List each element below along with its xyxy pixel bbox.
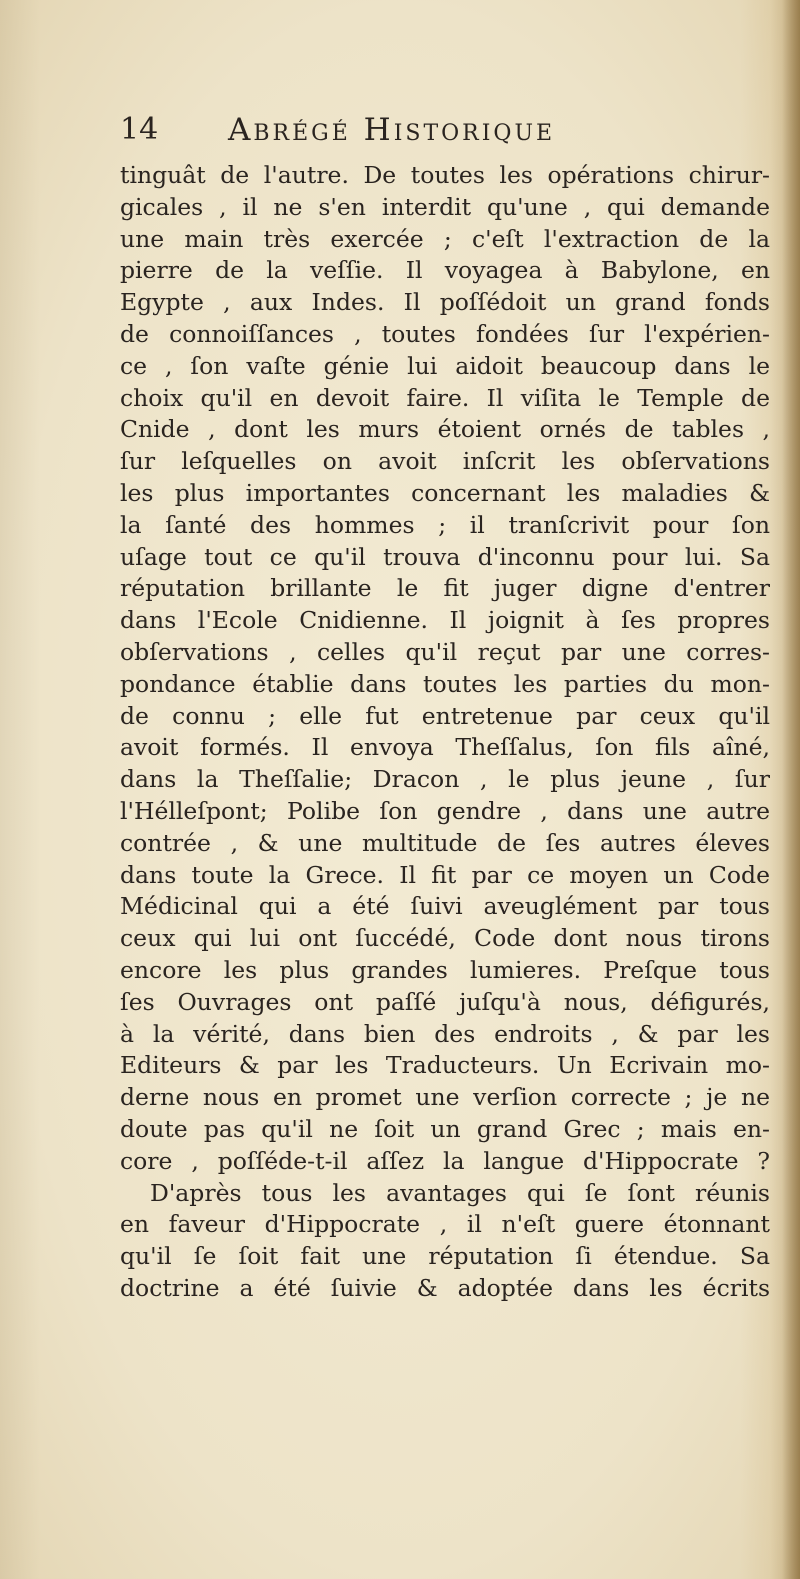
text-line: Médicinal qui a été ſuivi aveuglément par tous — [120, 892, 770, 921]
running-head: Abrégé Historique — [228, 112, 556, 148]
text-line: dans la Theſſalie; Dracon , le plus jeune , ſur — [120, 765, 770, 794]
text-line: Cnide , dont les murs étoient ornés de tables , — [120, 415, 770, 444]
text-line: dans l'Ecole Cnidienne. Il joignit à ſes propres — [120, 606, 770, 635]
text-line: dans toute la Grece. Il fit par ce moyen un Code — [120, 860, 770, 889]
text-line: derne nous en promet une verſion correcte ; je ne — [120, 1083, 770, 1112]
text-line: ſur leſquelles on avoit inſcrit les obſervations — [120, 447, 770, 476]
text-line: ſes Ouvrages ont paſſé juſqu'à nous, défigurés, — [120, 987, 770, 1016]
text-line: uſage tout ce qu'il trouva d'inconnu pour lui. Sa — [120, 542, 770, 571]
text-line: Editeurs & par les Traducteurs. Un Ecrivain mo- — [120, 1051, 770, 1080]
text-line: à la vérité, dans bien des endroits , & par les — [120, 1019, 770, 1048]
text-line: core , poſſéde-t-il aſſez la langue d'Hippocrate ? — [120, 1146, 770, 1175]
text-line: doute pas qu'il ne ſoit un grand Grec ; mais en- — [120, 1114, 770, 1143]
text-line: contrée , & une multitude de ſes autres éleves — [120, 828, 770, 857]
body-text — [120, 160, 770, 1305]
text-line: les plus importantes concernant les maladies & — [120, 478, 770, 507]
page-header — [120, 110, 680, 150]
page-edge-shadow — [782, 0, 800, 1579]
text-line: de connoiſſances , toutes fondées ſur l'expérien- — [120, 319, 770, 348]
text-line: de connu ; elle fut entretenue par ceux qu'il — [120, 701, 770, 730]
text-line: en faveur d'Hippocrate , il n'eſt guere étonnant — [120, 1210, 770, 1239]
text-line: choix qu'il en devoit faire. Il viſita le Temple de — [120, 383, 770, 412]
text-line: ce , ſon vaſte génie lui aidoit beaucoup dans le — [120, 351, 770, 380]
text-line: tinguât de l'autre. De toutes les opérations chirur- — [120, 161, 770, 189]
text-line: la ſanté des hommes ; il tranſcrivit pour ſon — [120, 510, 770, 539]
text-line: gicales , il ne s'en interdit qu'une , qui demande — [120, 192, 770, 221]
text-line: D'après tous les avantages qui ſe ſont réunis — [150, 1178, 770, 1207]
text-line: pierre de la veſſie. Il voyagea à Babylone, en — [120, 256, 770, 285]
text-line: doctrine a été ſuivie & adoptée dans les écrits — [120, 1273, 770, 1302]
text-line: encore les plus grandes lumieres. Preſque tous — [120, 955, 770, 984]
text-line: avoit formés. Il envoya Theſſalus, ſon fils aîné, — [120, 733, 770, 762]
text-line: Egypte , aux Indes. Il poſſédoit un grand fonds — [120, 288, 770, 317]
text-line: pondance établie dans toutes les parties du mon- — [120, 669, 770, 698]
text-line: réputation brillante le fit juger digne d'entrer — [120, 574, 770, 603]
text-line: l'Hélleſpont; Polibe ſon gendre , dans une autre — [120, 796, 770, 825]
text-line: ceux qui lui ont ſuccédé, Code dont nous tirons — [120, 924, 770, 953]
text-line: une main très exercée ; c'eſt l'extraction de la — [120, 224, 770, 253]
page-number: 14 — [120, 112, 159, 147]
text-line: obſervations , celles qu'il reçut par une corres- — [120, 637, 770, 666]
text-line: qu'il ſe ſoit fait une réputation ſi étendue. Sa — [120, 1242, 770, 1271]
